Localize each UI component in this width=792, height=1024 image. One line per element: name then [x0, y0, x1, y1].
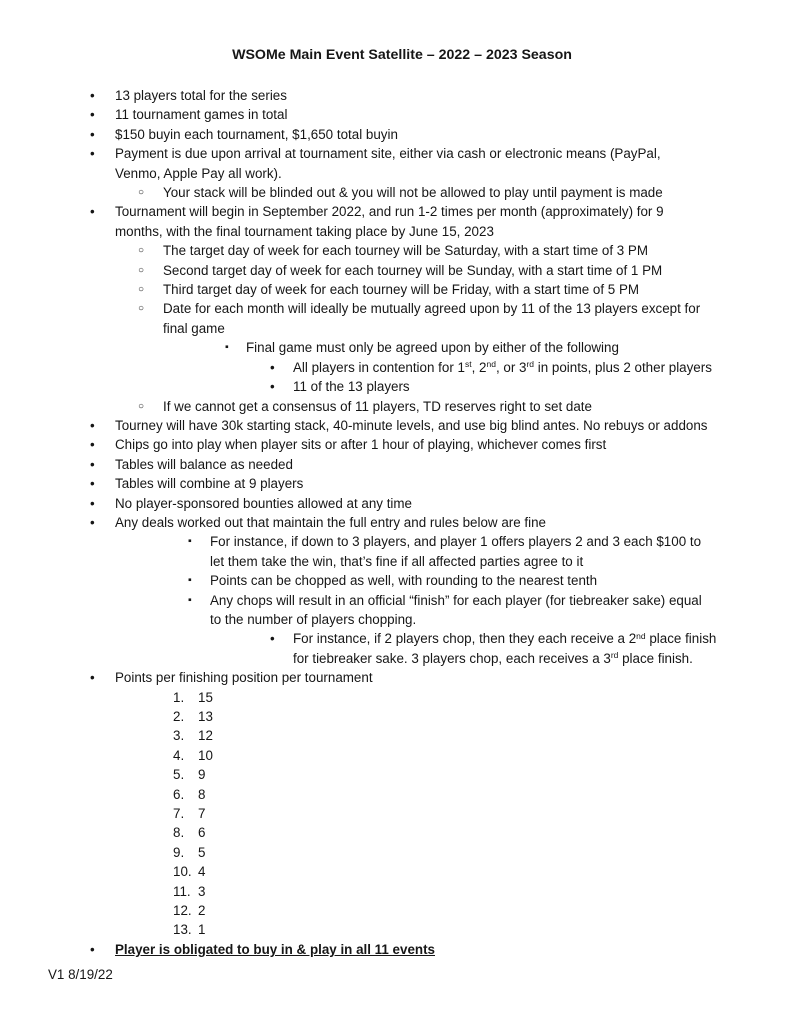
bullet-disc-icon: • [90, 456, 95, 472]
bullet-circle-icon: ○ [138, 303, 145, 315]
points-value: 10 [198, 747, 213, 763]
item-text: to the number of players chopping. [210, 611, 417, 627]
ordinal-suffix: st [464, 359, 472, 370]
item-text: $150 buyin each tournament, $1,650 total buyin [115, 126, 398, 142]
list-number: 6. [173, 786, 185, 802]
numbered-item [48, 882, 756, 901]
list-number: 10. [173, 864, 192, 880]
list-number: 3. [173, 728, 185, 744]
item-text: Venmo, Apple Pay all work). [115, 165, 282, 181]
footer-version: V1 8/19/22 [48, 967, 113, 983]
numbered-item [48, 707, 756, 726]
numbered-item [48, 746, 756, 765]
text-fragment: place finish. [618, 650, 693, 666]
text-fragment: for tiebreaker sake. 3 players chop, each receives a 3 [293, 650, 611, 666]
text-fragment: , or 3 [495, 359, 527, 375]
numbered-item [48, 843, 756, 862]
points-value: 1 [198, 922, 206, 938]
bullet-item [48, 144, 756, 163]
bullet-item [48, 261, 756, 280]
points-value: 12 [198, 728, 213, 744]
numbered-item [48, 688, 756, 707]
numbered-item [48, 823, 756, 842]
text-fragment: in points, plus 2 other players [534, 359, 712, 375]
bullet-disc-icon: • [270, 379, 275, 395]
text-fragment: All players in contention for 1 [293, 359, 465, 375]
ordinal-suffix: rd [610, 650, 619, 661]
item-text: 13 players total for the series [115, 88, 287, 103]
item-text: months, with the final tournament taking place by June 15, 2023 [115, 223, 494, 239]
points-value: 6 [198, 825, 206, 841]
bullet-item [48, 416, 756, 435]
bullet-item [48, 299, 756, 318]
bullet-item-continuation [48, 649, 756, 668]
item-text: For instance, if down to 3 players, and player 1 offers players 2 and 3 each $100 to [210, 534, 702, 550]
bullet-disc-icon: • [90, 204, 95, 220]
bullet-item [48, 940, 756, 959]
item-text: Tables will balance as needed [115, 456, 293, 472]
item-text: Final game must only be agreed upon by either of the following [246, 340, 619, 356]
bullet-item [48, 377, 756, 396]
item-text: No player-sponsored bounties allowed at any time [115, 495, 412, 511]
bullet-disc-icon: • [90, 126, 95, 142]
points-value: 9 [198, 767, 206, 783]
item-text: final game [163, 320, 225, 336]
bullet-disc-icon: • [90, 107, 95, 123]
item-text [293, 360, 712, 375]
bullet-item-continuation [48, 164, 756, 183]
item-text: 11 tournament games in total [115, 107, 288, 123]
bullet-disc-icon: • [90, 495, 95, 511]
bullet-square-icon: ▪ [188, 574, 192, 587]
bullet-item [48, 455, 756, 474]
item-text: Tables will combine at 9 players [115, 476, 304, 492]
item-text-obligation: Player is obligated to buy in & play in all 11 events [115, 941, 435, 957]
bullet-item [48, 591, 756, 610]
item-text: Points per finishing position per tournament [115, 670, 373, 686]
bullet-item [48, 280, 756, 299]
item-text: Payment is due upon arrival at tournament site, either via cash or electronic means (PayPal, [115, 146, 661, 162]
item-text: Any chops will result in an official “finish” for each player (for tiebreaker sake) equal [210, 592, 702, 608]
bullet-circle-icon: ○ [138, 245, 145, 257]
numbered-item [48, 901, 756, 920]
numbered-item [48, 726, 756, 745]
bullet-item-continuation [48, 222, 756, 241]
item-text: Date for each month will ideally be mutually agreed upon by 11 of the 13 players except for [163, 301, 701, 317]
bullet-item-continuation [48, 610, 756, 629]
list-number: 5. [173, 767, 185, 783]
list-number: 8. [173, 825, 185, 841]
bullet-disc-icon: • [90, 88, 95, 103]
bullet-square-icon: ▪ [225, 341, 229, 354]
numbered-item [48, 862, 756, 881]
list-number: 9. [173, 844, 185, 860]
bullet-circle-icon: ○ [138, 187, 145, 199]
item-text: Second target day of week for each tourney will be Sunday, with a start time of 1 PM [163, 262, 663, 278]
item-text: Any deals worked out that maintain the full entry and rules below are fine [115, 514, 546, 530]
bullet-item [48, 202, 756, 221]
points-value: 15 [198, 689, 213, 705]
bullet-item-continuation [48, 552, 756, 571]
bullet-square-icon: ▪ [188, 535, 192, 548]
bullet-disc-icon: • [90, 476, 95, 492]
numbered-item [48, 765, 756, 784]
bullet-disc-icon: • [90, 514, 95, 530]
bullet-item-continuation [48, 319, 756, 338]
points-value: 8 [198, 786, 206, 802]
bullet-circle-icon: ○ [138, 400, 145, 412]
item-text: If we cannot get a consensus of 11 players, TD reserves right to set date [163, 398, 592, 414]
bullet-item [48, 571, 756, 590]
item-text: The target day of week for each tourney will be Saturday, with a start time of 3 PM [163, 243, 649, 259]
list-number: 7. [173, 806, 185, 822]
bullet-item [48, 183, 756, 202]
bullet-disc-icon: • [90, 941, 95, 957]
list-number: 1. [173, 689, 185, 705]
points-value: 7 [198, 806, 206, 822]
item-text: Tournament will begin in September 2022, and run 1-2 times per month (approximately) for 9 [115, 204, 664, 220]
bullet-item [48, 629, 756, 648]
points-value: 13 [198, 709, 213, 724]
bullet-disc-icon: • [90, 670, 95, 686]
bullet-item [48, 105, 756, 124]
list-number: 12. [173, 903, 192, 919]
points-value: 3 [198, 883, 206, 899]
bullet-item [48, 86, 756, 105]
points-value: 2 [198, 903, 206, 919]
ordinal-suffix: rd [526, 359, 535, 370]
item-text: Your stack will be blinded out & you will not be allowed to play until payment is made [163, 185, 663, 201]
ordinal-suffix: nd [636, 630, 646, 641]
list-number: 2. [173, 709, 185, 724]
text-fragment: place finish [645, 631, 717, 647]
bullet-item [48, 397, 756, 416]
item-text: Third target day of week for each tourney will be Friday, with a start time of 5 PM [163, 282, 640, 298]
points-value: 5 [198, 844, 206, 860]
list-number: 13. [173, 922, 192, 938]
bullet-item [48, 358, 756, 377]
bullet-item [48, 338, 756, 357]
numbered-item [48, 920, 756, 939]
bullet-disc-icon: • [90, 437, 95, 453]
list-number: 4. [173, 747, 185, 763]
bullet-item [48, 435, 756, 454]
bullet-item [48, 668, 756, 687]
item-text: let them take the win, that’s fine if all affected parties agree to it [210, 553, 584, 569]
bullet-disc-icon: • [270, 359, 275, 375]
bullet-item [48, 125, 756, 144]
ordinal-suffix: nd [486, 359, 496, 370]
text-fragment: , 2 [471, 359, 487, 375]
points-value: 4 [198, 864, 206, 880]
item-text: 11 of the 13 players [293, 379, 410, 395]
bullet-item [48, 241, 756, 260]
page-title: WSOMe Main Event Satellite – 2022 – 2023 Season [232, 47, 572, 63]
bullet-disc-icon: • [90, 417, 95, 433]
item-text: Tourney will have 30k starting stack, 40-minute levels, and use big blind antes. No rebuys or addons [115, 417, 708, 433]
item-text: Chips go into play when player sits or after 1 hour of playing, whichever comes first [115, 437, 607, 453]
bullet-circle-icon: ○ [138, 264, 145, 276]
numbered-item [48, 804, 756, 823]
list-number: 11. [173, 883, 191, 899]
item-text [293, 651, 693, 666]
text-fragment: For instance, if 2 players chop, then they each receive a 2 [293, 631, 637, 647]
bullet-disc-icon: • [270, 631, 275, 647]
numbered-item [48, 785, 756, 804]
bullet-item [48, 532, 756, 551]
bullet-circle-icon: ○ [138, 284, 145, 296]
item-text: Points can be chopped as well, with rounding to the nearest tenth [210, 573, 598, 589]
item-text [293, 631, 716, 646]
bullet-disc-icon: • [90, 146, 95, 162]
bullet-square-icon: ▪ [188, 593, 192, 606]
bullet-item [48, 474, 756, 493]
bullet-item [48, 513, 756, 532]
bullet-item [48, 494, 756, 513]
